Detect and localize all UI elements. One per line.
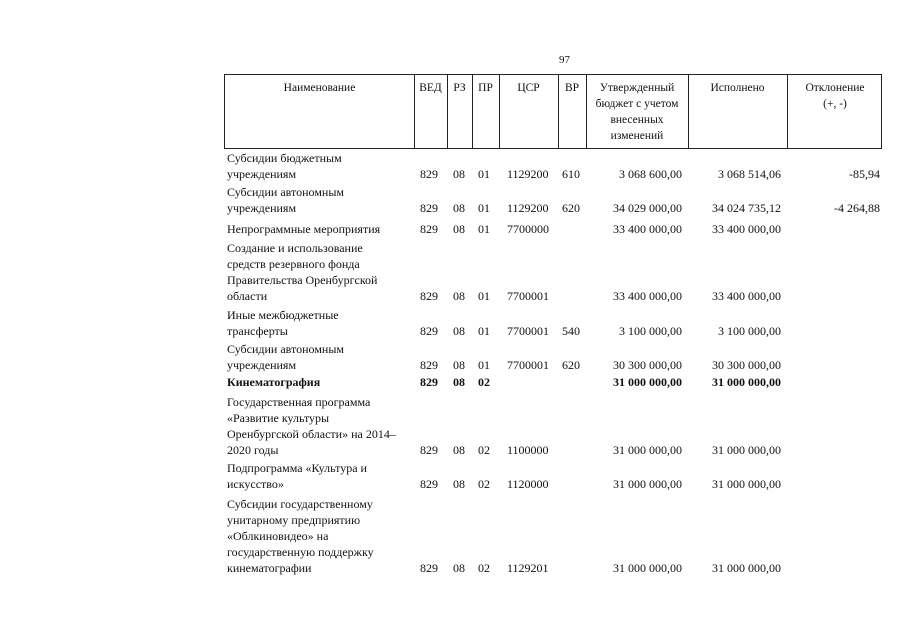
row-name-line: Правительства Оренбургской <box>227 273 378 288</box>
cell-ved: 829 <box>420 167 438 182</box>
row-name-line: Создание и использование <box>227 241 363 256</box>
table-row <box>224 238 882 304</box>
row-name-line: Иные межбюджетные <box>227 307 339 322</box>
cell-rz: 08 <box>453 442 465 457</box>
row-name-line: унитарному предприятию <box>227 512 361 527</box>
cell-csr: 7700001 <box>507 323 549 338</box>
cell-deviation: -4 264,88 <box>834 201 880 216</box>
header-rz: РЗ <box>453 82 466 94</box>
cell-approved: 30 300 000,00 <box>613 357 682 372</box>
row-name <box>227 184 407 216</box>
cell-ved: 829 <box>420 560 438 575</box>
row-name <box>227 240 407 304</box>
row-name-line: 2020 годы <box>227 442 279 457</box>
cell-rz: 08 <box>453 289 465 304</box>
cell-ved: 829 <box>420 201 438 216</box>
row-name-line: учреждениям <box>227 201 297 216</box>
table-row <box>224 183 882 216</box>
cell-pr: 01 <box>478 323 490 338</box>
table-row <box>224 340 882 373</box>
cell-executed: 33 400 000,00 <box>712 289 781 304</box>
header-executed: Исполнено <box>710 82 765 94</box>
header-vr: ВР <box>564 82 580 94</box>
header-name: Наименование <box>283 82 356 94</box>
row-name-line: трансферты <box>227 323 288 338</box>
cell-executed: 31 000 000,00 <box>712 476 781 491</box>
header-deviation: Отклонение (+, -) <box>805 82 865 110</box>
cell-rz: 08 <box>453 357 465 372</box>
cell-approved: 33 400 000,00 <box>613 289 682 304</box>
row-name <box>227 307 407 339</box>
row-name-line: учреждениям <box>227 357 297 372</box>
cell-approved: 33 400 000,00 <box>613 221 682 236</box>
cell-rz: 08 <box>453 476 465 491</box>
cell-rz: 08 <box>453 560 465 575</box>
row-name-line: Субсидии государственному <box>227 496 373 511</box>
row-name <box>227 394 407 458</box>
cell-csr: 1129200 <box>507 201 549 216</box>
cell-vr: 610 <box>562 167 580 182</box>
row-name-line: Субсидии автономным <box>227 341 344 356</box>
cell-csr: 1129200 <box>507 167 549 182</box>
table-row <box>224 305 882 338</box>
cell-rz: 08 <box>453 375 465 390</box>
cell-pr: 02 <box>478 476 490 491</box>
cell-csr: 7700000 <box>507 221 549 236</box>
cell-csr: 7700001 <box>507 357 549 372</box>
row-name-line: Подпрограмма «Культура и <box>227 460 367 475</box>
row-name-line: Государственная программа <box>227 394 371 409</box>
cell-pr: 02 <box>478 560 490 575</box>
cell-executed: 31 000 000,00 <box>712 442 781 457</box>
row-name <box>227 221 407 237</box>
cell-ved: 829 <box>420 289 438 304</box>
cell-pr: 02 <box>478 375 490 390</box>
table-row <box>224 459 882 492</box>
cell-rz: 08 <box>453 201 465 216</box>
cell-deviation: -85,94 <box>849 167 880 182</box>
header-pr: ПР <box>478 82 493 94</box>
row-name-line: средств резервного фонда <box>227 257 360 272</box>
cell-approved: 31 000 000,00 <box>613 560 682 575</box>
cell-pr: 01 <box>478 167 490 182</box>
header-csr: ЦСР <box>517 82 540 94</box>
cell-rz: 08 <box>453 167 465 182</box>
cell-ved: 829 <box>420 221 438 236</box>
cell-executed: 34 024 735,12 <box>712 201 781 216</box>
cell-csr: 1100000 <box>507 442 549 457</box>
row-name-line: Субсидии автономным <box>227 185 344 200</box>
cell-approved: 31 000 000,00 <box>613 442 682 457</box>
cell-pr: 01 <box>478 289 490 304</box>
cell-approved: 31 000 000,00 <box>613 476 682 491</box>
row-name-line: Оренбургской области» на 2014– <box>227 426 396 441</box>
cell-pr: 02 <box>478 442 490 457</box>
cell-csr: 7700001 <box>507 289 549 304</box>
cell-csr: 1120000 <box>507 476 549 491</box>
table-header <box>224 74 882 149</box>
cell-executed: 31 000 000,00 <box>712 560 781 575</box>
cell-vr: 620 <box>562 201 580 216</box>
cell-ved: 829 <box>420 476 438 491</box>
cell-pr: 01 <box>478 201 490 216</box>
row-name-line: «Развитие культуры <box>227 410 330 425</box>
cell-vr: 620 <box>562 357 580 372</box>
row-name-line: искусство» <box>227 476 284 491</box>
row-name-line: Кинематография <box>227 375 321 390</box>
header-ved: ВЕД <box>419 82 442 94</box>
row-name-line: государственную поддержку <box>227 544 374 559</box>
cell-ved: 829 <box>420 323 438 338</box>
row-name <box>227 150 407 182</box>
row-name <box>227 496 407 576</box>
cell-executed: 30 300 000,00 <box>712 357 781 372</box>
cell-ved: 829 <box>420 357 438 372</box>
cell-vr: 540 <box>562 323 580 338</box>
table-row <box>224 391 882 457</box>
cell-approved: 34 029 000,00 <box>613 201 682 216</box>
table-row <box>224 374 882 391</box>
row-name-line: «Облкиновидео» на <box>227 528 329 543</box>
cell-approved: 3 068 600,00 <box>619 167 682 182</box>
row-name-line: учреждениям <box>227 167 297 182</box>
row-name-line: области <box>227 289 268 304</box>
row-name-line: Непрограммные мероприятия <box>227 221 381 236</box>
table-row <box>224 149 882 182</box>
row-name <box>227 374 407 390</box>
cell-ved: 829 <box>420 375 438 390</box>
cell-rz: 08 <box>453 323 465 338</box>
cell-pr: 01 <box>478 221 490 236</box>
cell-ved: 829 <box>420 442 438 457</box>
row-name <box>227 341 407 373</box>
cell-approved: 31 000 000,00 <box>613 375 682 390</box>
row-name <box>227 460 407 492</box>
cell-approved: 3 100 000,00 <box>619 323 682 338</box>
cell-rz: 08 <box>453 221 465 236</box>
cell-executed: 3 100 000,00 <box>718 323 781 338</box>
table-body <box>224 149 882 576</box>
table-row <box>224 220 882 237</box>
row-name-line: кинематографии <box>227 560 312 575</box>
cell-executed: 31 000 000,00 <box>712 375 781 390</box>
cell-executed: 33 400 000,00 <box>712 221 781 236</box>
header-approved: Утвержденный бюджет с учетом внесенных изменений <box>595 82 679 142</box>
cell-csr: 1129201 <box>507 560 549 575</box>
cell-executed: 3 068 514,06 <box>718 167 781 182</box>
page-number: 97 <box>559 54 570 66</box>
cell-pr: 01 <box>478 357 490 372</box>
table-row <box>224 493 882 576</box>
row-name-line: Субсидии бюджетным <box>227 151 342 166</box>
budget-table <box>224 74 882 576</box>
